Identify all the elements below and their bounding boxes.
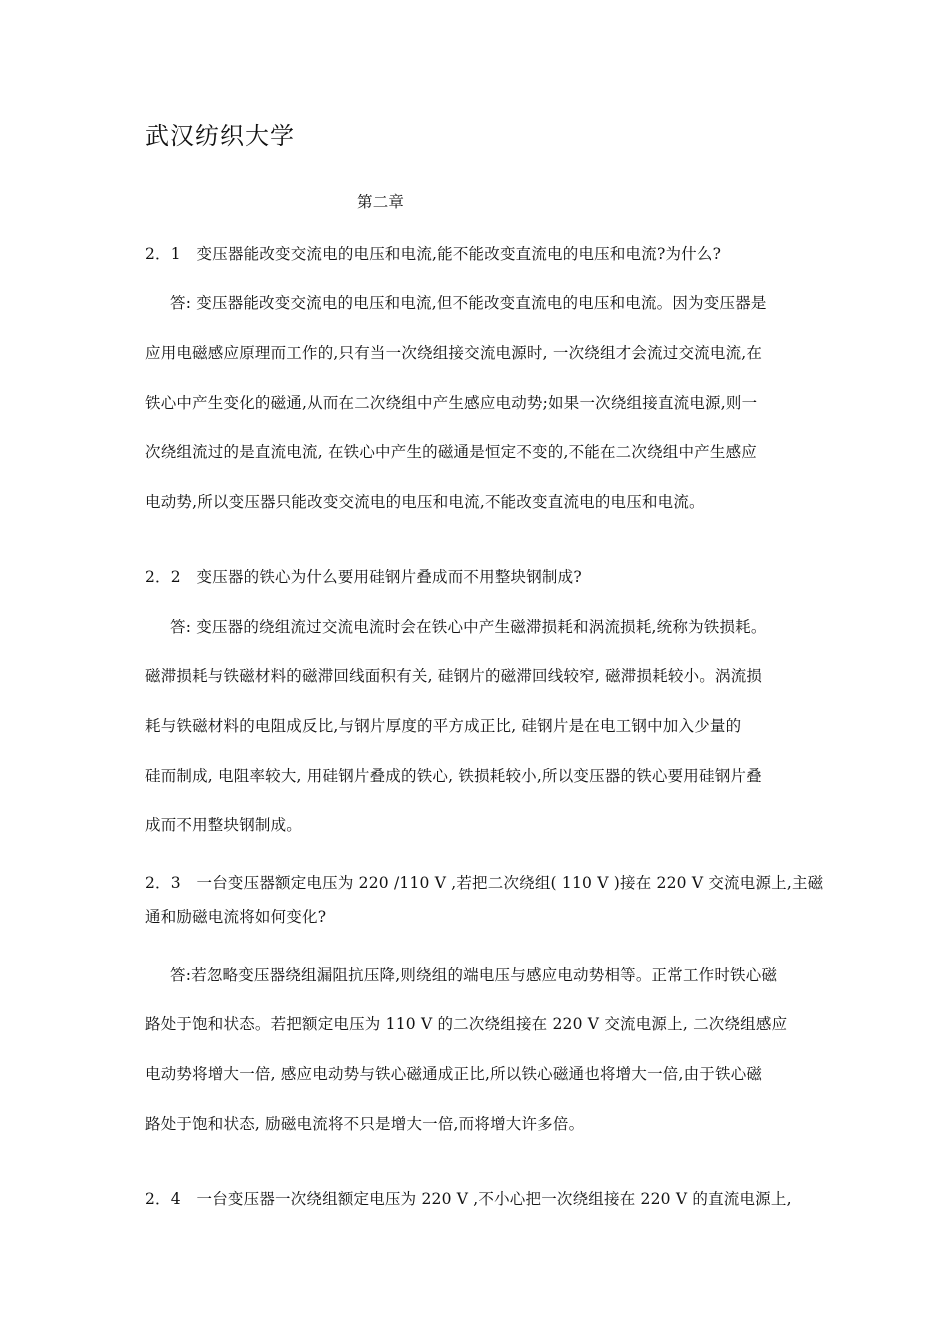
question-2-3-line-1: 2．3 一台变压器额定电压为 220 /110 V ,若把二次绕组( 110 V )接在 220 V 交流电源上,主磁 bbox=[145, 874, 824, 892]
chapter-heading: 第二章 bbox=[357, 193, 405, 211]
answer-2-3-line-4: 路处于饱和状态, 励磁电流将不只是增大一倍,而将增大许多倍。 bbox=[145, 1115, 585, 1133]
answer-2-2-line-5: 成而不用整块钢制成。 bbox=[145, 816, 303, 834]
question-2-2: 2．2 变压器的铁心为什么要用硅钢片叠成而不用整块钢制成? bbox=[145, 568, 582, 586]
answer-2-1-line-1: 答: 变压器能改变交流电的电压和电流,但不能改变直流电的电压和电流。因为变压器是 bbox=[170, 294, 767, 312]
question-2-3-line-2: 通和励磁电流将如何变化? bbox=[145, 908, 327, 926]
document-title: 武汉纺织大学 bbox=[145, 122, 295, 150]
answer-2-3-line-3: 电动势将增大一倍, 感应电动势与铁心磁通成正比,所以铁心磁通也将增大一倍,由于铁心磁 bbox=[145, 1065, 763, 1083]
answer-2-3-line-1: 答:若忽略变压器绕组漏阻抗压降,则绕组的端电压与感应电动势相等。正常工作时铁心磁 bbox=[170, 966, 778, 984]
answer-2-3-line-2: 路处于饱和状态。若把额定电压为 110 V 的二次绕组接在 220 V 交流电源上, 二次绕组感应 bbox=[145, 1015, 788, 1033]
answer-2-2-line-4: 硅而制成, 电阻率较大, 用硅钢片叠成的铁心, 铁损耗较小,所以变压器的铁心要用硅钢片叠 bbox=[145, 767, 762, 785]
question-2-1: 2．1 变压器能改变交流电的电压和电流,能不能改变直流电的电压和电流?为什么? bbox=[145, 245, 722, 263]
answer-2-1-line-3: 铁心中产生变化的磁通,从而在二次绕组中产生感应电动势;如果一次绕组接直流电源,则一 bbox=[145, 394, 758, 412]
answer-2-1-line-2: 应用电磁感应原理而工作的,只有当一次绕组接交流电源时, 一次绕组才会流过交流电流,在 bbox=[145, 344, 763, 362]
answer-2-1-line-4: 次绕组流过的是直流电流, 在铁心中产生的磁通是恒定不变的,不能在二次绕组中产生感应 bbox=[145, 443, 757, 461]
answer-2-2-line-3: 耗与铁磁材料的电阻成反比,与钢片厚度的平方成正比, 硅钢片是在电工钢中加入少量的 bbox=[145, 717, 742, 735]
answer-2-2-line-1: 答: 变压器的绕组流过交流电流时会在铁心中产生磁滞损耗和涡流损耗,统称为铁损耗。 bbox=[170, 618, 767, 636]
question-2-4: 2．4 一台变压器一次绕组额定电压为 220 V ,不小心把一次绕组接在 220 V 的直流电源上, bbox=[145, 1190, 792, 1208]
answer-2-1-line-5: 电动势,所以变压器只能改变交流电的电压和电流,不能改变直流电的电压和电流。 bbox=[145, 493, 705, 511]
answer-2-2-line-2: 磁滞损耗与铁磁材料的磁滞回线面积有关, 硅钢片的磁滞回线较窄, 磁滞损耗较小。涡流损 bbox=[145, 667, 763, 685]
